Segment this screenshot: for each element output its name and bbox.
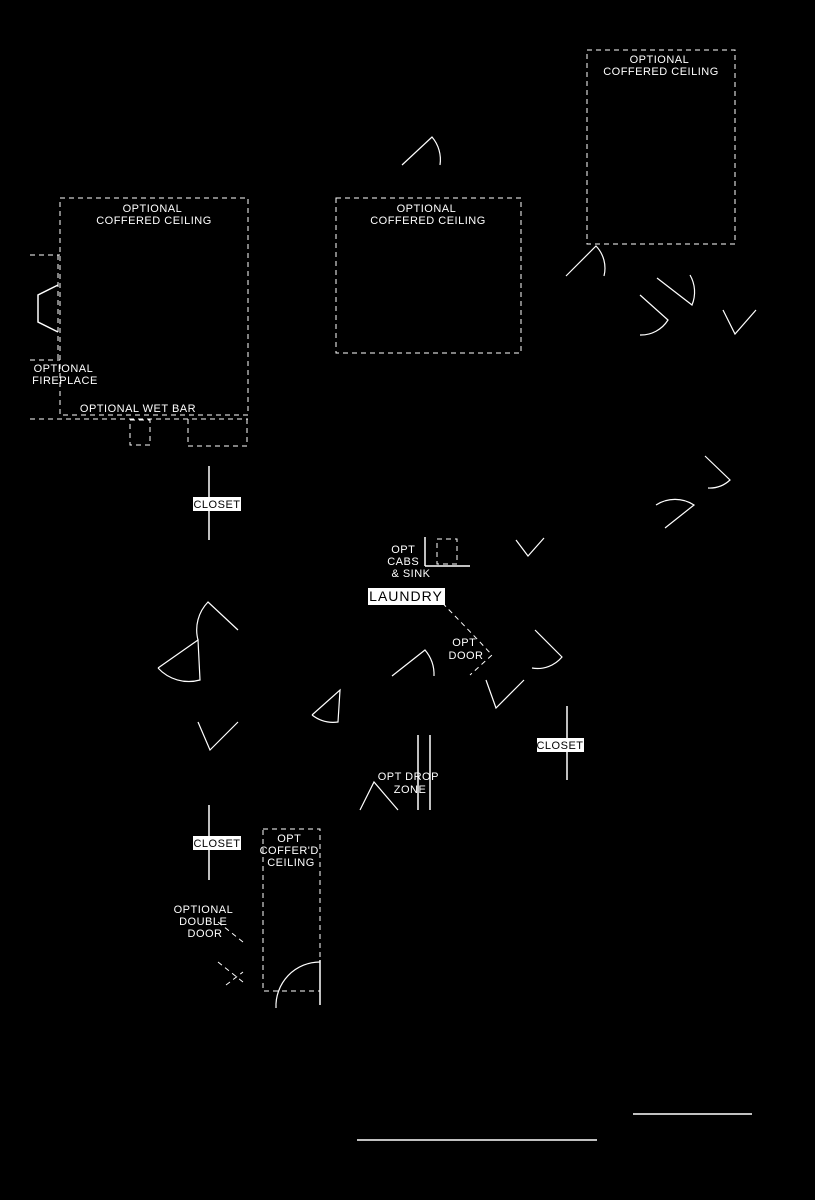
coffered-ceiling-label-top-right: OPTIONAL COFFERED CEILING (603, 54, 719, 78)
coffered-ceiling-label-left: OPTIONAL COFFERED CEILING (96, 203, 212, 227)
wet-bar-counter (30, 419, 248, 446)
double-door-label: OPTIONAL DOUBLE DOOR (173, 904, 233, 940)
fireplace-label: OPTIONAL FIREPLACE (32, 363, 98, 387)
svg-text:CLOSET: CLOSET (193, 838, 241, 850)
cabinet-sink-symbol (437, 539, 457, 564)
wet-bar-label: OPTIONAL WET BAR (79, 403, 197, 415)
closet-label-upper (193, 497, 241, 511)
svg-text:CLOSET: CLOSET (193, 499, 241, 511)
svg-text:CLOSET: CLOSET (536, 740, 584, 752)
coffered-ceiling-label-center: OPTIONAL COFFERED CEILING (370, 203, 486, 227)
coffered-ceiling-label-small: OPT COFFER'D CEILING (259, 833, 319, 869)
cabs-sink-label: OPT CABS & SINK (387, 544, 431, 580)
closet-label-right (536, 738, 584, 752)
fireplace-symbol (30, 255, 60, 360)
wall-segments (209, 466, 752, 1140)
opt-door-label: OPT DOOR (448, 637, 484, 662)
svg-text:LAUNDRY: LAUNDRY (369, 588, 443, 604)
drop-zone-label: OPT DROP ZONE (377, 771, 439, 796)
closet-label-lower (193, 836, 241, 850)
coffered-ceiling-outline-top-right (587, 50, 735, 244)
door-swings (158, 137, 756, 1008)
laundry-label (368, 588, 445, 605)
